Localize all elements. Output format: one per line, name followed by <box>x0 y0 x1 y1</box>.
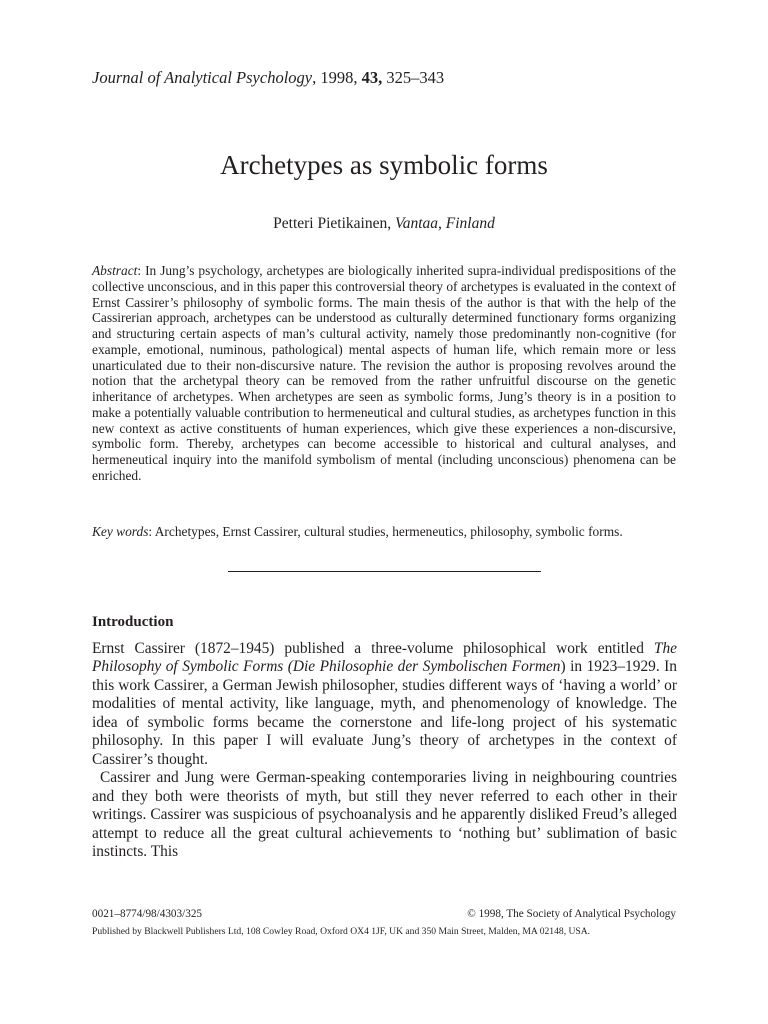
section-heading-introduction: Introduction <box>92 614 174 630</box>
journal-citation: Journal of Analytical Psychology, 1998, 43, 325–343 <box>92 68 445 87</box>
journal-name: Journal of Analytical Psychology <box>92 68 313 87</box>
body-text <box>92 640 677 861</box>
paragraph-2: Cassirer and Jung were German-speaking contemporaries living in neighbouring countries and they both were theorists of myth, but still they never referred to each other in their writings. Cassirer was suspicious of psychoanalysis and he apparently disliked Freud’s alleged attempt to reduce all the great cultural achievements to ‘nothing but’ sublimation of basic instincts. This <box>92 769 677 860</box>
keywords-label: Key words <box>92 524 149 539</box>
keywords-text: : Archetypes, Ernst Cassirer, cultural studies, hermeneutics, philosophy, symbolic forms. <box>148 524 623 539</box>
abstract-label: Abstract <box>92 263 138 278</box>
paragraph-1-end: ) in 1923–1929. In this work Cassirer, a German Jewish philosopher, studies different ways of ‘having a world’ or modalities of mental activity, like language, myth, and phenomenology of knowledge. The idea of symbolic forms became the cornerstone and life-long project of his systematic philosophy. In this paper I will evaluate Jung’s theory of archetypes in the context of Cassirer’s thought. <box>92 658 677 768</box>
abstract <box>92 263 676 484</box>
section-divider <box>228 571 541 572</box>
author-line <box>0 215 768 233</box>
copyright-notice: © 1998, The Society of Analytical Psychology <box>467 908 676 920</box>
paragraph-1 <box>92 640 677 769</box>
publisher-line: Published by Blackwell Publishers Ltd, 108 Cowley Road, Oxford OX4 1JF, UK and 350 Main Street, Malden, MA 02148, USA. <box>92 926 591 937</box>
journal-volume: 43, <box>361 68 383 87</box>
article-title: Archetypes as symbolic forms <box>220 150 548 180</box>
abstract-text: : In Jung’s psychology, archetypes are biologically inherited supra-individual predispositions of the collective unconscious, and in this paper this controversial theory of archetypes is evaluated in the context of Ernst Cassirer’s philosophy of symbolic forms. The main thesis of the author is that with the help of the Cassirerian approach, archetypes can be understood as culturally determined functionary forms organizing and structuring certain aspects of man’s cultural activity, namely those predominantly non-cognitive (for example, emotional, numinous, pathological) mental aspects of human life, which remain more or less unarticulated due to their non-discursive nature. The revision the author is proposing revolves around the notion that the archetypal theory can be removed from the rather unfruitful discourse on the genetic inheritance of archetypes. When archetypes are seen as symbolic forms, Jung’s theory is in a position to make a potentially valuable contribution to hermeneutical and cultural studies, as archetypes function in this new context as active constituents of human experiences, which give these experiences a non-discursive, symbolic form. Thereby, archetypes can become accessible to historical and cultural analyses, and hermeneutical inquiry into the manifold symbolism of mental (including unconscious) phenomena can be enriched. <box>92 263 676 483</box>
author-name: Petteri Pietikainen, <box>273 215 392 232</box>
paragraph-1-start: Ernst Cassirer (1872–1945) published a three-volume philosophical work entitled <box>92 640 654 657</box>
issn-code: 0021–8774/98/4303/325 <box>92 908 203 920</box>
author-affiliation: Vantaa, Finland <box>394 215 495 232</box>
journal-year: 1998, <box>320 68 358 87</box>
keywords <box>92 524 676 540</box>
cited-work-title: The Philosophy of Symbolic Forms (Die Philosophie der Symbolischen Formen <box>92 640 677 676</box>
journal-pages: 325–343 <box>386 68 445 87</box>
